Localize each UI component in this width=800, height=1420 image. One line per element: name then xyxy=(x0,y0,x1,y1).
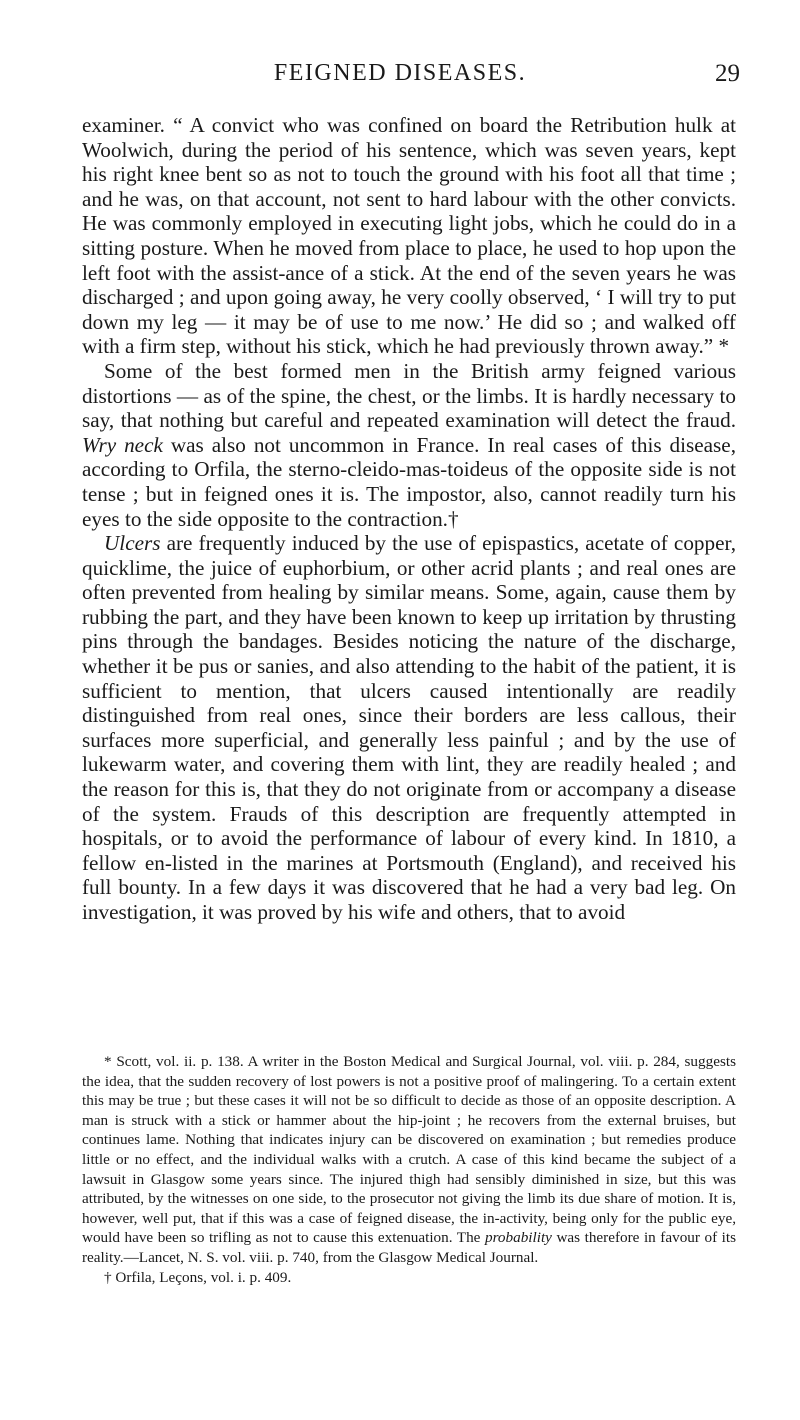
wry-neck-term: Wry neck xyxy=(82,432,163,457)
footnote-1 xyxy=(82,1052,736,1268)
running-title: FEIGNED DISEASES. xyxy=(273,60,527,86)
distortions-text: Some of the best formed men in the British army feigned various distortions — as of the spine, the chest, or the limbs. It is hardly necessary to say, that nothing but careful and repeated examination will detect the fraud. xyxy=(82,358,736,433)
footnote-1-citation: was therefore in favour of its reality.—Lancet, N. S. vol. viii. p. 740, from the Glasgow Medical Journal. xyxy=(82,1229,737,1266)
paragraph-distortions xyxy=(82,359,736,531)
paragraph-convict-story: examiner. “ A convict who was confined on board the Retribution hulk at Woolwich, during the period of his sentence, which was seven years, kept his right knee bent so as not to touch the ground with his foot all that time ; and he was, on that account, not sent to hard labour with the other convicts. He was commonly employed in executing light jobs, which he could do in a sitting posture. When he moved from place to place, he used to hop upon the left foot with the assist-ance of a stick. At the end of the seven years he was discharged ; and upon going away, he very coolly observed, ‘ I will try to put down my leg — it may be of use to me now.’ He did so ; and walked off with a firm step, without his stick, which he had previously thrown away.” * xyxy=(82,113,736,359)
ulcers-text: are frequently induced by the use of epispastics, acetate of copper, quicklime, the juice of euphorbium, or other acrid plants ; and real ones are often prevented from healing by similar means. Some, again, cause them by rubbing the part, and they have been known to keep up irritation by thrusting pins through the bandages. Besides noticing the nature of the discharge, whether it be pus or sanies, and also attending to the habit of the patient, it is sufficient to mention, that ulcers caused intentionally are readily distinguished from real ones, since their borders are less callous, their surfaces more superficial, and generally less painful ; and by the use of lukewarm water, and covering them with lint, they are readily healed ; and the reason for this is, that they do not originate from or accompany a disease of the system. Frauds of this description are frequently attempted in hospitals, or to avoid the performance of labour of every kind. In 1810, a fellow en-listed in the marines at Portsmouth (England), and received his full bounty. In a few days it was discovered that he had a very bad leg. On investigation, it was proved by his wife and others, that to avoid xyxy=(82,531,737,924)
footnote-2: † Orfila, Leçons, vol. i. p. 409. xyxy=(104,1268,292,1286)
wry-neck-text: was also not uncommon in France. In real cases of this disease, according to Orfila, the sterno-cleido-mas-toideus of the opposite side is not tense ; but in feigned ones it is. The impostor, also, cannot readily turn his eyes to the side opposite to the contraction.† xyxy=(82,432,737,531)
body-text xyxy=(82,113,736,925)
page-header xyxy=(0,60,800,100)
probability-term: probability xyxy=(484,1229,552,1247)
footnote-1-text: * Scott, vol. ii. p. 138. A writer in the Boston Medical and Surgical Journal, vol. viii. p. 284, suggests the idea, that the sudden recovery of lost powers is not a positive proof of malingering. To a certain extent this may be true ; but these cases it will not be so difficult to decide as those of an opposite description. A man is struck with a stick or hammer about the hip-joint ; he recovers from the external bruises, but continues lame. Nothing that indicates injury can be discovered on examination ; but remedies produce little or no effect, and the individual walks with a crutch. A case of this kind became the subject of a lawsuit in Glasgow some years since. The injured thigh had sensibly diminished in size, but this was attributed, by the witnesses on one side, to the prosecutor not giving the limb its due share of motion. It is, however, well put, that if this was a case of feigned disease, the in-activity, being only for the public eye, would have been so trifling as not to cause this extenuation. The xyxy=(82,1053,736,1247)
footnotes xyxy=(82,1052,736,1287)
paragraph-ulcers xyxy=(82,531,736,925)
page-number: 29 xyxy=(715,60,740,87)
ulcers-term: Ulcers xyxy=(104,531,161,556)
